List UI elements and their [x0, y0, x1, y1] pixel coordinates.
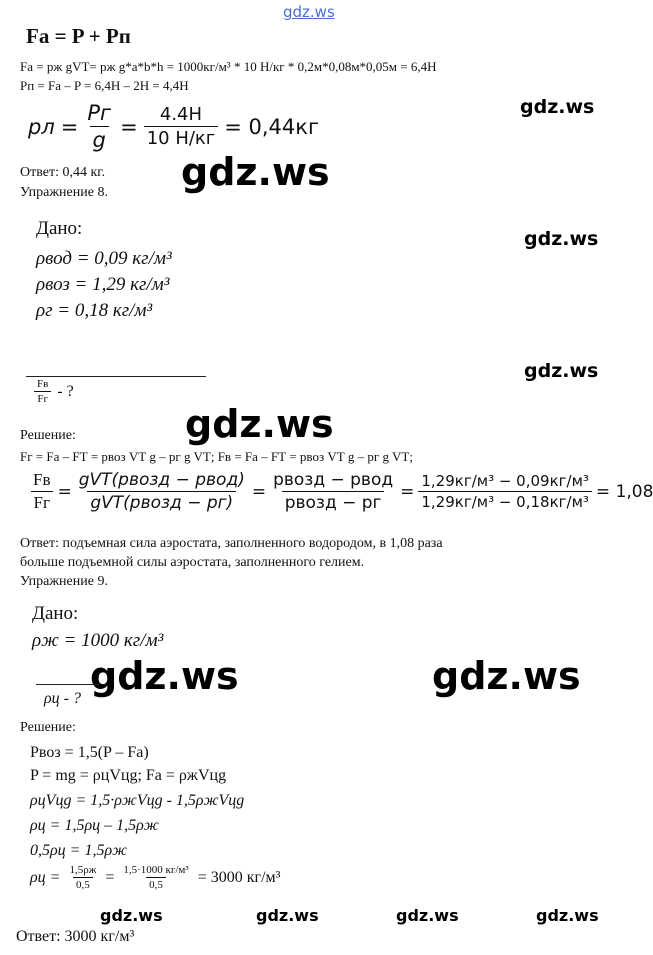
fraction-numerator: 1,29кг/м³ − 0,09кг/м³: [421, 472, 589, 490]
fraction-denominator: Fг: [31, 491, 53, 513]
given-density-water-vapor: ρвод = 0,09 кг/м³: [36, 248, 172, 269]
solution-line-reduced: 0,5ρц = 1,5ρж: [30, 842, 128, 859]
fraction-numerator: Fв: [33, 470, 51, 489]
equals-sign: =: [251, 481, 267, 502]
equals-sign: =: [57, 481, 72, 502]
fraction-denominator: 10 Н/кг: [144, 126, 219, 149]
final-fraction-symbolic: [66, 864, 99, 891]
exercise-9-heading: Упражнение 9.: [20, 574, 108, 589]
final-density-equation: [30, 864, 280, 891]
lifting-force-line: Pп = Fа – P = 6,4Н – 2Н = 4,4Н: [20, 78, 189, 93]
answer-ex8-line1: Ответ: подъемная сила аэростата, заполненного водородом, в 1,08 раза: [20, 536, 443, 551]
fraction-denominator: g: [90, 126, 109, 152]
solution-title: Решение:: [20, 720, 76, 735]
watermark-top-link[interactable]: gdz.ws: [283, 3, 335, 21]
ratio-fraction-values: [418, 472, 592, 511]
find-density-body: ρц - ?: [44, 690, 82, 707]
fraction-numerator: gVT(pвозд − pвод): [78, 470, 245, 490]
solution-forces-line: Fг = Fа – FТ = pвоз VТ g – pг g VТ; Fв = Fа – FТ = pвоз VТ g – pг g VТ;: [20, 449, 413, 464]
given-divider: [36, 684, 100, 685]
equals-sign: =: [120, 114, 138, 139]
find-suffix: - ?: [57, 382, 74, 400]
given-density-air: ρвоз = 1,29 кг/м³: [36, 274, 170, 295]
solution-line-weight-force: P = mg = ρцVцg; Fа = ρжVцg: [30, 767, 227, 784]
equation-result: = 0,44кг: [224, 114, 319, 139]
watermark: gdz.ws: [396, 906, 459, 925]
answer-ex7: Ответ: 0,44 кг.: [20, 165, 105, 180]
fraction-values: [144, 104, 219, 149]
fraction-denominator: gVT(pвозд − pг): [87, 491, 236, 513]
fraction-denominator: pвозд − pг: [282, 491, 385, 513]
solution-line-weight-air: Pвоз = 1,5(P – Fа): [30, 744, 149, 761]
find-numerator: Fв: [37, 378, 49, 390]
equals-sign: =: [105, 868, 115, 886]
answer-ex9: Ответ: 3000 кг/м³: [16, 928, 135, 945]
answer-ex8-line2: больше подъемной силы аэростата, заполненного гелием.: [20, 555, 365, 570]
fraction-numerator: 1,5ρж: [69, 864, 97, 876]
equals-sign: =: [400, 481, 415, 502]
watermark: gdz.ws: [524, 228, 599, 250]
fraction-numerator: 4.4Н: [159, 104, 203, 125]
fraction-numerator: pвозд − pвод: [273, 470, 394, 490]
ratio-result: = 1,08: [595, 481, 653, 502]
ratio-fraction-full: [76, 470, 248, 513]
equation-lhs: ρц =: [30, 868, 61, 886]
mass-equation: [28, 101, 319, 152]
solution-title: Решение:: [20, 428, 76, 443]
watermark-large: gdz.ws: [90, 654, 239, 698]
final-result: = 3000 кг/м³: [197, 868, 281, 886]
watermark: gdz.ws: [524, 360, 599, 382]
given-title: Дано:: [32, 603, 79, 624]
watermark-large: gdz.ws: [181, 150, 330, 194]
archimedes-force-line: Fа = pж gVТ= pж g*a*b*h = 1000кг/м³ * 10 Н/кг * 0,2м*0,08м*0,05м = 6,4Н: [20, 59, 437, 74]
fraction-numerator: Pг: [87, 101, 112, 125]
find-fraction: [34, 378, 51, 405]
ratio-fraction-simplified: [270, 470, 396, 513]
watermark: gdz.ws: [256, 906, 319, 925]
fraction-denominator: 0,5: [73, 877, 93, 891]
watermark: gdz.ws: [536, 906, 599, 925]
watermark: gdz.ws: [520, 96, 595, 118]
given-divider: [26, 376, 206, 377]
watermark-large: gdz.ws: [185, 402, 334, 446]
given-density-gas: ρг = 0,18 кг/м³: [36, 300, 153, 321]
equals-sign: =: [60, 114, 79, 139]
fraction-denominator: 1,29кг/м³ − 0,18кг/м³: [418, 491, 592, 511]
watermark: gdz.ws: [100, 906, 163, 925]
exercise-8-heading: Упражнение 8.: [20, 185, 108, 200]
ratio-lhs: [30, 470, 53, 513]
equation-lhs: pл: [28, 114, 55, 139]
fraction-force-over-g: [84, 101, 114, 152]
solution-line-simplify: ρц = 1,5ρц – 1,5ρж: [30, 817, 159, 834]
fraction-numerator: 1,5·1000 кг/м³: [123, 864, 189, 876]
formula-buoyancy-sum: Fa = P + Pп: [26, 24, 131, 48]
watermark-large: gdz.ws: [432, 654, 581, 698]
given-title: Дано:: [36, 218, 83, 239]
find-denominator: Fг: [34, 391, 51, 405]
fraction-denominator: 0,5: [146, 877, 166, 891]
solution-line-balance: ρцVцg = 1,5·ρжVцg - 1,5ρжVцg: [30, 792, 245, 809]
given-density-liquid: ρж = 1000 кг/м³: [32, 630, 164, 651]
find-ratio: [34, 378, 74, 405]
ratio-equation: [30, 470, 653, 513]
final-fraction-values: [120, 864, 191, 891]
